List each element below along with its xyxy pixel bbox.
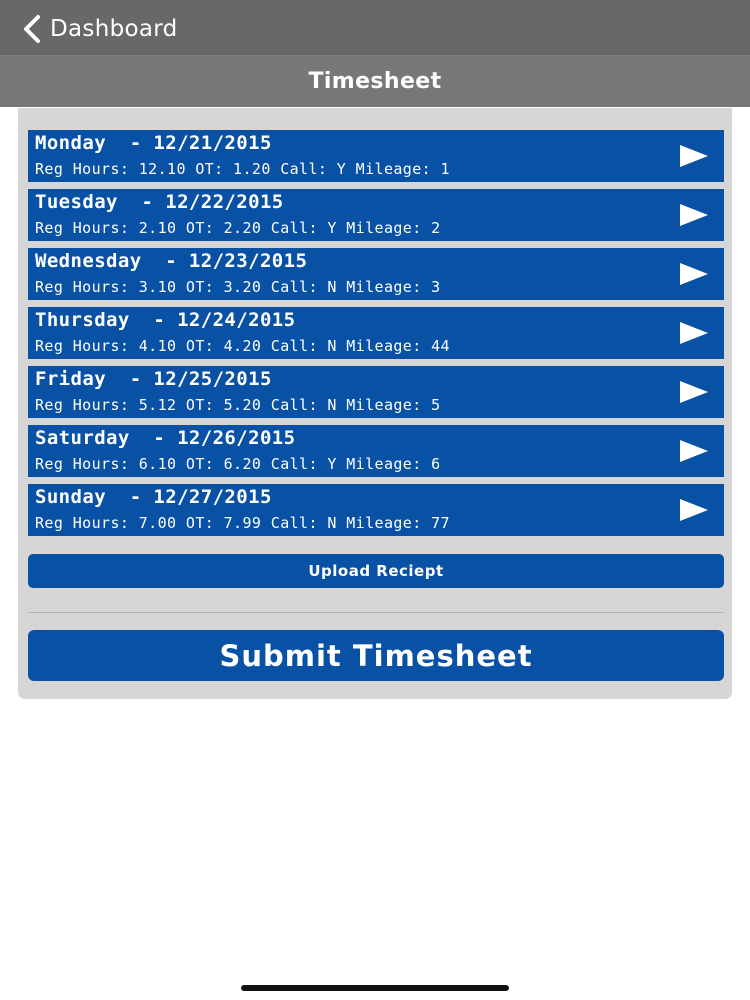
day-detail: Reg Hours: 3.10 OT: 3.20 Call: N Mileage: 3: [35, 278, 441, 296]
day-detail: Reg Hours: 4.10 OT: 4.20 Call: N Mileage: 44: [35, 337, 450, 355]
day-title: Thursday - 12/24/2015: [35, 309, 296, 331]
back-button[interactable]: [20, 10, 177, 48]
home-indicator[interactable]: [241, 985, 509, 991]
day-row-monday[interactable]: [28, 130, 724, 182]
day-detail: Reg Hours: 7.00 OT: 7.99 Call: N Mileage: 77: [35, 514, 450, 532]
top-nav-bar: [0, 0, 750, 55]
play-arrow-icon: [678, 144, 710, 168]
day-detail: Reg Hours: 6.10 OT: 6.20 Call: Y Mileage: 6: [35, 455, 441, 473]
day-row-wednesday[interactable]: [28, 248, 724, 300]
day-title: Wednesday - 12/23/2015: [35, 250, 308, 272]
day-title: Monday - 12/21/2015: [35, 132, 272, 154]
day-detail: Reg Hours: 5.12 OT: 5.20 Call: N Mileage: 5: [35, 396, 441, 414]
day-detail: Reg Hours: 12.10 OT: 1.20 Call: Y Mileage: 1: [35, 160, 450, 178]
page-title: Timesheet: [308, 69, 442, 94]
play-arrow-icon: [678, 321, 710, 345]
back-button-label: Dashboard: [50, 16, 178, 42]
day-detail: Reg Hours: 2.10 OT: 2.20 Call: Y Mileage: 2: [35, 219, 441, 237]
play-arrow-icon: [678, 380, 710, 404]
submit-timesheet-button[interactable]: Submit Timesheet: [28, 630, 724, 681]
chevron-left-icon: [20, 13, 44, 45]
day-row-sunday[interactable]: [28, 484, 724, 536]
play-arrow-icon: [678, 498, 710, 522]
timesheet-panel: [18, 108, 732, 699]
day-row-saturday[interactable]: [28, 425, 724, 477]
divider: [28, 612, 724, 613]
day-row-thursday[interactable]: [28, 307, 724, 359]
play-arrow-icon: [678, 262, 710, 286]
play-arrow-icon: [678, 203, 710, 227]
day-title: Tuesday - 12/22/2015: [35, 191, 284, 213]
day-row-friday[interactable]: [28, 366, 724, 418]
play-arrow-icon: [678, 439, 710, 463]
title-bar: [0, 55, 750, 107]
day-title: Saturday - 12/26/2015: [35, 427, 296, 449]
upload-receipt-button[interactable]: Upload Reciept: [28, 554, 724, 588]
day-title: Sunday - 12/27/2015: [35, 486, 272, 508]
day-title: Friday - 12/25/2015: [35, 368, 272, 390]
day-row-tuesday[interactable]: [28, 189, 724, 241]
